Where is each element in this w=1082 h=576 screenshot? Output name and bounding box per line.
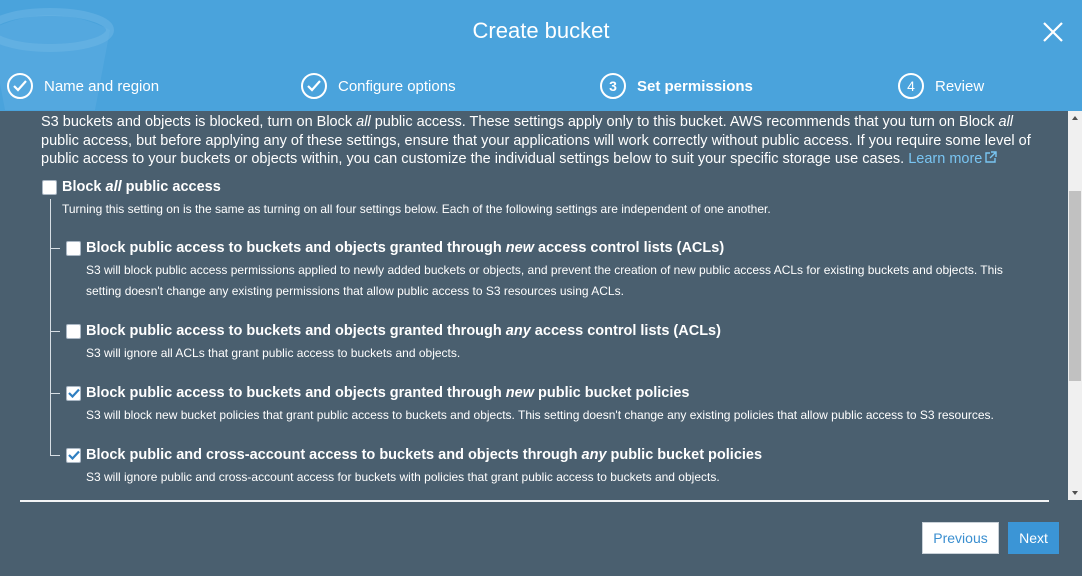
title-part: Block public access to buckets and objects granted through (86, 385, 506, 401)
wizard-steps (0, 72, 1082, 100)
dialog-title: Create bucket (472, 18, 610, 43)
option-title (86, 240, 724, 256)
step-number: 4 (898, 73, 924, 99)
title-part: access control lists (ACLs) (533, 240, 725, 256)
step-number: 3 (600, 73, 626, 99)
option-description: S3 will ignore all ACLs that grant public access to buckets and objects. (86, 346, 461, 360)
block-all-description: Turning this setting on is the same as turning on all four settings below. Each of the following settings are independent of one another. (62, 202, 771, 216)
block-all-label (62, 179, 221, 195)
option-new-policies (66, 385, 1026, 426)
intro-emphasis: all (356, 114, 371, 130)
dialog-header (0, 0, 1082, 111)
option-title (86, 447, 762, 463)
learn-more-link[interactable] (908, 151, 997, 167)
checkmark-icon (68, 450, 80, 460)
title-emphasis: new (505, 385, 534, 401)
option-title (86, 385, 690, 401)
checkmark-icon (7, 73, 33, 99)
option-description: S3 will block new bucket policies that grant public access to buckets and objects. This setting doesn't change any existing policies that allow public access to S3 resources. (86, 408, 994, 422)
checkmark-icon (68, 388, 80, 398)
tree-branch (50, 331, 60, 332)
scroll-up-icon[interactable] (1068, 111, 1082, 125)
title-emphasis: any (581, 447, 607, 463)
scroll-down-icon[interactable] (1068, 486, 1082, 500)
option-description: S3 will ignore public and cross-account access for buckets with policies that grant public access to buckets and objects. (86, 470, 720, 484)
vertical-scrollbar[interactable] (1068, 111, 1082, 500)
block-all-checkbox[interactable] (42, 180, 57, 195)
label-emphasis: all (105, 179, 122, 195)
option-title (86, 323, 721, 339)
footer-divider (20, 500, 1049, 502)
checkmark-icon (301, 73, 327, 99)
option-any-policies (66, 447, 1026, 488)
step-configure-options[interactable] (301, 72, 456, 100)
label-part: Block (62, 179, 106, 195)
tree-branch (50, 393, 60, 394)
option-any-acls (66, 323, 1026, 364)
tree-connector (50, 199, 51, 455)
title-part: Block public and cross-account access to buckets and objects through (86, 447, 582, 463)
close-icon[interactable] (1040, 19, 1066, 45)
title-part: access control lists (ACLs) (530, 323, 721, 339)
option-checkbox[interactable] (66, 241, 81, 256)
label-part: public access (121, 179, 221, 195)
step-review[interactable] (898, 72, 984, 100)
option-checkbox[interactable] (66, 324, 81, 339)
intro-emphasis: all (998, 114, 1014, 130)
tree-branch (50, 248, 60, 249)
intro-part: S3 buckets and objects is blocked, turn on Block (41, 114, 357, 130)
option-checkbox-checked[interactable] (66, 386, 81, 401)
step-label: Configure options (338, 77, 456, 95)
scroll-thumb[interactable] (1069, 191, 1081, 381)
step-label: Review (935, 77, 985, 95)
step-set-permissions[interactable] (600, 72, 753, 100)
learn-more-label: Learn more (908, 151, 983, 167)
title-part: Block public access to buckets and objects granted through (86, 240, 506, 256)
block-all-row (42, 179, 221, 195)
title-part: public bucket policies (606, 447, 763, 463)
title-part: public bucket policies (533, 385, 690, 401)
title-emphasis: new (505, 240, 534, 256)
option-new-acls (66, 240, 1026, 302)
step-name-and-region[interactable] (7, 72, 159, 100)
permissions-panel (0, 111, 1068, 500)
intro-text (41, 113, 1031, 169)
external-link-icon (984, 151, 997, 164)
step-label: Name and region (44, 77, 160, 95)
previous-button[interactable]: Previous (922, 522, 999, 554)
intro-part: public access. These settings apply only to this bucket. AWS recommends that you turn on Block (370, 114, 999, 130)
option-description: S3 will block public access permissions applied to newly added buckets or objects, and prevent the creation of new public access ACLs for existing buckets and objects. This setting doesn't change any existing permissions that allow public access to S3 resources using ACLs. (86, 263, 1003, 298)
title-emphasis: any (505, 323, 531, 339)
next-button[interactable]: Next (1008, 522, 1059, 554)
step-label: Set permissions (637, 77, 753, 95)
intro-part: public access, but before applying any of these settings, ensure that your applications will work correctly without public access. If you require some level of public access to your buckets or objects within, you can customize the individual settings below to suit your specific storage use cases. (41, 132, 1031, 167)
tree-branch (50, 455, 60, 456)
option-checkbox-checked[interactable] (66, 448, 81, 463)
title-part: Block public access to buckets and objects granted through (86, 323, 506, 339)
